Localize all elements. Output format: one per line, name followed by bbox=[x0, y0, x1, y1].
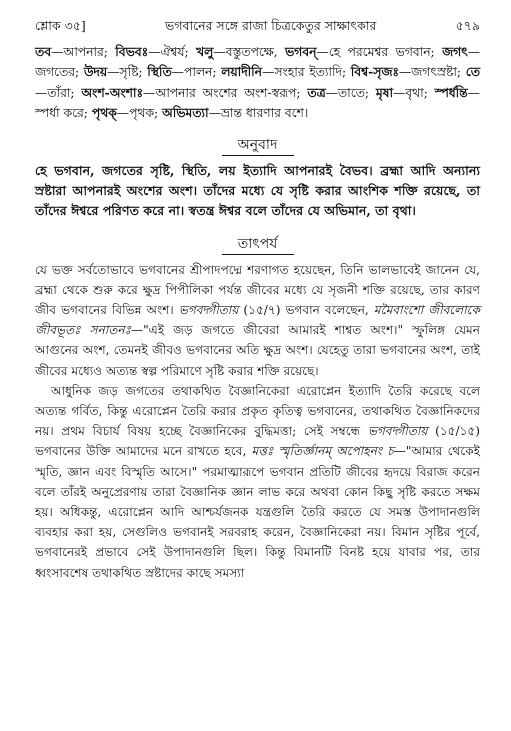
purport-paragraph-1: যে ভক্ত সর্বতোভাবে ভগবানের শ্রীপাদপদ্মে শরণাগত হয়েছেন, তিনি ভালভাবেই জানেন যে, ব্রহ্মা থেকে শুরু করে ক্ষুদ্র পিপীলিকা পর্যন্ত জীবের মধ্যে যে সৃজনী শক্তি রয়েছে, তার কারণ জীব ভগবানের বিভিন্ন অংশ। ভগবদ্গীতায় (১৫/৭) ভগবান বলেছেন, মমৈবাংশো জীবলোকে জীবভূতঃ সনাতনঃ—"এই জড় জগতে জীবেরা আমারই শাশ্বত অংশ।" স্ফুলিঙ্গ যেমন আগুনের অংশ, তেমনই জীবও ভগবানের অতি ক্ষুদ্র অংশ। যেহেতু তারা ভগবানের অংশ, তাই জীবের মধ্যেও অত্যন্ত স্বল্প পরিমাণে সৃষ্টি করার শক্তি রয়েছে। bbox=[35, 262, 481, 378]
synonym-entry: জগৎ—জগতের; bbox=[35, 44, 480, 80]
synonym-entry: তে—তাঁরা; bbox=[35, 64, 480, 100]
synonym-entry: স্পর্ধন্তি—স্পর্ধা করে; bbox=[35, 84, 480, 120]
synonym-term: বিশ্ব-সৃজঃ bbox=[350, 64, 399, 80]
synonym-entry: খলু—বস্তুতপক্ষে, bbox=[196, 44, 278, 59]
synonym-entry: অভিমত্যা—ভ্রান্ত ধারণার বশে। bbox=[162, 104, 309, 120]
synonym-meaning: আপনার; bbox=[63, 45, 108, 59]
running-header bbox=[35, 0, 480, 34]
synonym-term: খলু bbox=[196, 44, 214, 59]
heading-underline bbox=[222, 155, 294, 156]
purport-paragraph-2: আধুনিক জড় জগতের তথাকথিত বৈজ্ঞানিকেরা এরোপ্লেন ইত্যাদি তৈরি করেছে বলে অত্যন্ত গর্বিত, কিন্তু এরোপ্লেন তৈরি করার প্রকৃত কৃতিত্ব ভগবানের, তথাকথিত বৈজ্ঞানিকদের নয়। প্রথম বিচার্য বিষয় হচ্ছে বৈজ্ঞানিকের বুদ্ধিমত্তা; সেই সম্বন্ধে ভগবদ্গীতায় (১৫/১৫) ভগবানের উক্তি আমাদের মনে রাখতে হবে, মত্তঃ স্মৃতির্জ্ঞানম্ অপোহনং চ—"আমার থেকেই স্মৃতি, জ্ঞান এবং বিস্মৃতি আসে।" পরমাত্মারূপে ভগবান প্রতিটি জীবের হৃদয়ে বিরাজ করেন বলে তাঁরই অনুপ্রেরণায় তারা বৈজ্ঞানিক জ্ঞান লাভ করে অথবা কোন কিছু সৃষ্টি করতে সক্ষম হয়। অধিকন্তু, এরোপ্লেন আদি আশ্চর্যজনক যন্ত্রগুলি তৈরি করতে যে সমস্ত উপাদানগুলি ব্যবহার করা হয়, সেগুলিও ভগবানই সরবরাহ করেন, বৈজ্ঞানিকেরা নয়। বিমান সৃষ্টির পূর্বে, ভগবানেরই প্রভাবে সেই উপাদানগুলি ছিল। কিন্তু বিমানটি বিনষ্ট হয়ে যাবার পর, তার ধ্বংসাবশেষ তথাকথিত স্রষ্টাদের কাছে সমস্যা bbox=[35, 383, 480, 580]
synonym-term: অভিমত্যা bbox=[162, 104, 209, 120]
synonym-meaning: সৃষ্টি; bbox=[119, 65, 143, 80]
synonym-term: স্থিতি bbox=[147, 64, 172, 80]
verse-reference: শ্লোক ৩৫] bbox=[35, 18, 86, 33]
synonym-meaning: আপনার অংশের অংশ-স্বরূপ; bbox=[155, 85, 301, 100]
synonym-meaning: পৃথক; bbox=[129, 105, 159, 120]
heading-underline bbox=[222, 254, 294, 255]
translation-heading bbox=[35, 136, 480, 156]
synonym-term: জগৎ bbox=[442, 44, 468, 59]
synonym-meaning: পালন; bbox=[183, 65, 217, 80]
page-number: ৫৭৯ bbox=[455, 18, 480, 33]
synonym-meaning: স্পর্ধা করে; bbox=[35, 105, 88, 120]
synonym-meaning: বস্তুতপক্ষে, bbox=[225, 45, 278, 59]
synonym-term: তত্র bbox=[307, 84, 326, 100]
synonym-term: মৃষা bbox=[375, 84, 394, 100]
synonym-entry: উদয়—সৃষ্টি; bbox=[83, 64, 143, 80]
synonym-term: তে bbox=[465, 64, 480, 80]
sanskrit-quote: মত্তঃ স্মৃতির্জ্ঞানম্ অপোহনং চ bbox=[251, 444, 394, 459]
word-for-word-synonyms bbox=[35, 42, 480, 123]
synonym-entry: মৃষা—বৃথা; bbox=[375, 84, 428, 100]
scripture-title: ভগবদ্গীতায় bbox=[367, 424, 428, 439]
synonym-entry: বিভবঃ—ঐশ্বর্য; bbox=[115, 44, 189, 59]
synonym-term: তব bbox=[35, 44, 52, 59]
translation-heading-text: অনুবাদ bbox=[237, 137, 278, 154]
translation-text: হে ভগবান, জগতের সৃষ্টি, স্থিতি, লয় ইত্যাদি আপনারই বৈভব। ব্রহ্মা আদি অন্যান্য স্রষ্টারা আপনারই অংশের অংশ। তাঁদের মধ্যে যে সৃষ্টি করার আংশিক শক্তি রয়েছে, তা তাঁদের ঈশ্বরে পরিণত করে না। স্বতন্ত্র ঈশ্বর বলে তাঁদের যে অভিমান, তা বৃথা। bbox=[35, 163, 480, 218]
synonym-meaning: জগতের; bbox=[35, 65, 80, 80]
synonym-meaning: তাতে; bbox=[337, 85, 370, 100]
synonym-meaning: সংহার ইত্যাদি; bbox=[274, 65, 347, 80]
synonym-meaning: তাঁরা; bbox=[47, 85, 75, 100]
synonym-term: বিভবঃ bbox=[115, 44, 149, 59]
synonym-entry: ভগবন্—হে পরমেশ্বর ভগবান; bbox=[285, 44, 435, 59]
synonym-term: স্পর্ধন্তি bbox=[434, 84, 468, 100]
synonym-term: লয়াদীনি bbox=[221, 64, 263, 80]
synonym-entry: লয়াদীনি—সংহার ইত্যাদি; bbox=[221, 64, 347, 80]
purport-body bbox=[35, 260, 480, 583]
synonym-term: উদয় bbox=[83, 64, 108, 80]
sanskrit-quote: মমৈবাংশো জীবলোকে জীবভূতঃ সনাতনঃ bbox=[35, 302, 481, 338]
synonym-term: অংশ-অংশাঃ bbox=[81, 84, 144, 100]
synonym-entry: বিশ্ব-সৃজঃ—জগৎস্রষ্টা; bbox=[350, 64, 462, 80]
synonym-meaning: জগৎস্রষ্টা; bbox=[411, 65, 462, 80]
synonym-term: ভগবন্ bbox=[285, 44, 317, 59]
synonym-entry: তত্র—তাতে; bbox=[307, 84, 370, 100]
scripture-title: ভগবদ্গীতায় bbox=[178, 302, 239, 317]
synonym-entry: তব—আপনার; bbox=[35, 44, 108, 59]
purport-heading bbox=[35, 235, 480, 255]
synonym-meaning: ভ্রান্ত ধারণার বশে। bbox=[220, 105, 309, 120]
synonym-entry: পৃথক্—পৃথক; bbox=[91, 104, 159, 120]
purport-heading-text: তাৎপর্য bbox=[237, 235, 278, 252]
synonym-meaning: বৃথা; bbox=[405, 85, 428, 100]
synonym-meaning: হে পরমেশ্বর ভগবান; bbox=[328, 45, 435, 59]
chapter-title: ভগবানের সঙ্গে রাজা চিত্রকেতুর সাক্ষাৎকার bbox=[165, 18, 377, 33]
synonym-meaning: ঐশ্বর্য; bbox=[160, 45, 189, 59]
synonym-term: পৃথক্ bbox=[91, 104, 117, 120]
synonym-entry: অংশ-অংশাঃ—আপনার অংশের অংশ-স্বরূপ; bbox=[81, 84, 301, 100]
synonym-entry: স্থিতি—পালন; bbox=[147, 64, 217, 80]
